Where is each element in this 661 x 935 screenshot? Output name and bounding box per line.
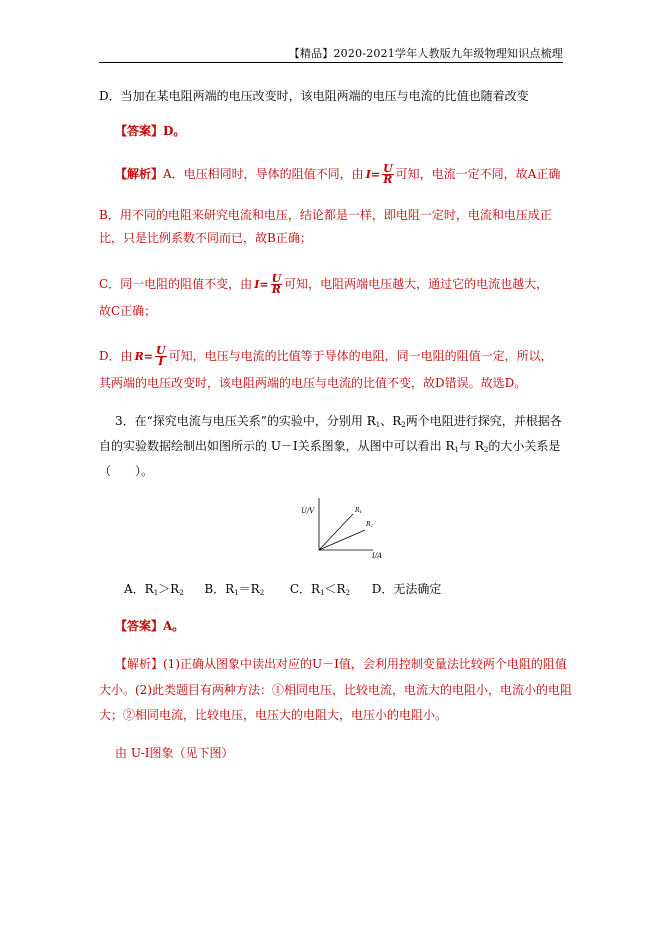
r2-label: R2 (366, 521, 374, 528)
question-3-line2: 自的实验数据绘制出如图所示的 U－I关系图象，从图中可以看出 $R_1$与 $R_2$的大小关系是 (99, 439, 561, 454)
question-3-line1: 3．在“探究电流与电压关系”的实验中，分别用 $R_1$、$R_2$两个电阻进行探究，并根据各 (115, 414, 562, 429)
analysis-a-pre: A．电压相同时，导体的阻值不同，由 (163, 167, 364, 181)
formula-i-u-r-1: I = $\frac{U}{R}$ (365, 162, 393, 186)
line-r2 (319, 530, 365, 550)
header-rule (99, 62, 563, 63)
analysis-c-pre: C．同一电阻的阻值不变，由 (99, 277, 253, 291)
option-d-3: D．无法确定 (371, 582, 442, 596)
option-a: A．$R_1>R_2$ (124, 582, 184, 597)
analysis-3-line3: 大；②相同电流，比较电压，电压大的电阻大，电压小的电阻小。 (99, 708, 448, 722)
line-r1 (319, 514, 353, 550)
analysis-1-b-line1: B．用不同的电阻来研究电流和电压，结论都是一样，即电阻一定时，电流和电压成正 (99, 208, 552, 222)
answer-3: 【答案】A。 (115, 619, 185, 633)
analysis-3-line1: 【解析】(1)正确从图象中读出对应的U－I值，会利用控制变量法比较两个电阻的阻值 (115, 657, 567, 671)
r1-label: R1 (355, 507, 363, 514)
analysis-1-d-line2: 其两端的电压改变时，该电阻两端的电压与电流的比值不变，故D错误。故选D。 (99, 376, 527, 390)
analysis-3-line2: 大小。(2)此类题目有两种方法：①相同电压，比较电流，电流大的电阻小，电流小的电阻 (99, 683, 573, 697)
u-i-graph (293, 494, 393, 564)
question-3-line3: （ ）。 (99, 464, 154, 478)
header-title: 【精品】2020-2021学年人教版九年级物理知识点梳理 (288, 47, 563, 60)
formula-i-u-r-2: I = $\frac{U}{R}$ (254, 272, 282, 296)
y-axis-label: U/V (301, 507, 315, 515)
analysis-1-a (115, 164, 585, 185)
analysis-label: 【解析】 (115, 167, 164, 181)
analysis-1-d (99, 346, 569, 367)
options-3 (124, 582, 444, 600)
x-axis-label: I/A (372, 552, 383, 560)
option-d-text: D．当加在某电阻两端的电压改变时，该电阻两端的电压与电流的比值也随着改变 (99, 89, 529, 103)
answer-1: 【答案】D。 (115, 124, 186, 138)
analysis-c-post: 可知，电阻两端电压越大，通过它的电流也越大， (284, 277, 549, 291)
analysis-d-post: 可知，电压与电流的比值等于导体的电阻，同一电阻的阻值一定，所以， (168, 349, 553, 363)
option-b: B．$R_1=R_2$ (204, 582, 265, 597)
analysis-d-pre: D．由 (99, 349, 133, 363)
formula-r-u-i: R = $\frac{U}{I}$ (134, 344, 166, 368)
analysis-1-c (99, 274, 569, 295)
option-c: C．$R_1<R_2$ (289, 582, 351, 597)
analysis-1-b-line2: 比，只是比例系数不同而已，故B正确； (99, 231, 312, 245)
analysis-1-c-line2: 故C正确； (99, 304, 157, 318)
analysis-a-post: 可知，电流一定不同，故A正确 (395, 167, 561, 181)
footer-line: 由 U-I图象（见下图） (115, 746, 234, 760)
